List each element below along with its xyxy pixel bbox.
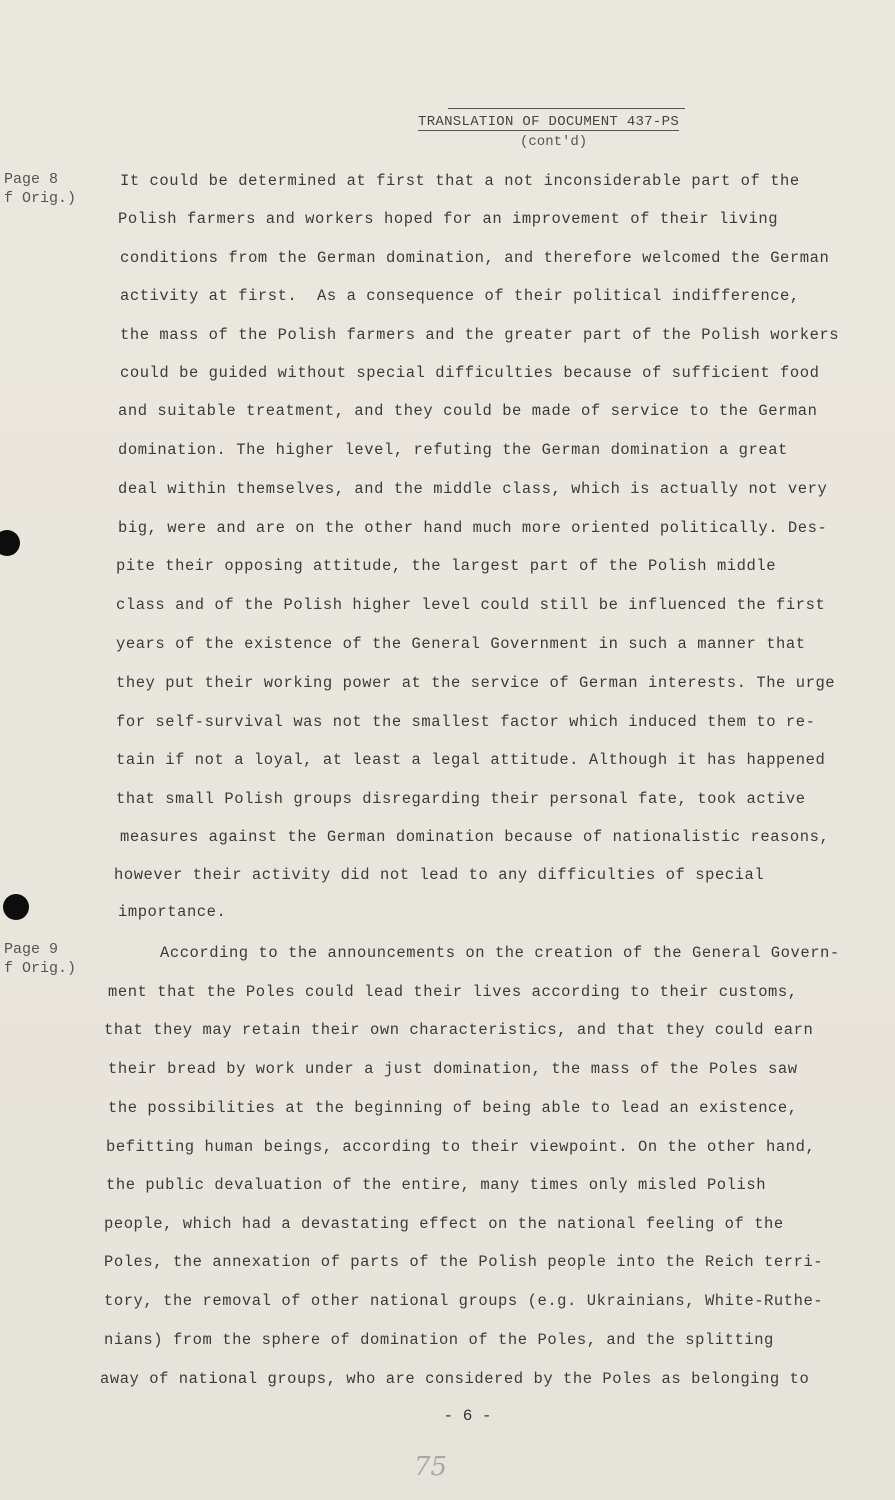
text-line: befitting human beings, according to their viewpoint. On the other hand,	[106, 1138, 816, 1156]
text-line: Polish farmers and workers hoped for an improvement of their living	[118, 210, 779, 228]
text-line: measures against the German domination because of nationalistic reasons,	[120, 828, 830, 846]
text-line: that small Polish groups disregarding their personal fate, took active	[116, 790, 806, 808]
text-line: According to the announcements on the creation of the General Govern-	[160, 944, 840, 962]
text-line: conditions from the German domination, and therefore welcomed the German	[120, 249, 830, 267]
text-line: class and of the Polish higher level could still be influenced the first	[116, 596, 826, 614]
handwritten-folio-number: 75	[414, 1452, 448, 1482]
document-title	[418, 114, 679, 130]
text-line: away of national groups, who are considered by the Poles as belonging to	[100, 1370, 810, 1388]
punch-hole-icon	[0, 530, 20, 556]
text-line: It could be determined at first that a not inconsiderable part of the	[120, 172, 800, 190]
text-line: Poles, the annexation of parts of the Polish people into the Reich terri-	[104, 1253, 824, 1271]
text-line: they put their working power at the service of German interests. The urge	[116, 674, 836, 692]
page-number: - 6 -	[443, 1407, 492, 1425]
text-line: tory, the removal of other national groups (e.g. Ukrainians, White-Ruthe-	[104, 1292, 824, 1310]
text-line: years of the existence of the General Government in such a manner that	[116, 635, 806, 653]
text-line: the mass of the Polish farmers and the greater part of the Polish workers	[120, 326, 840, 344]
text-line: their bread by work under a just domination, the mass of the Poles saw	[108, 1060, 798, 1078]
text-line: ment that the Poles could lead their lives according to their customs,	[108, 983, 798, 1001]
margin-note-page-8: Page 8 f Orig.)	[4, 171, 77, 207]
document-title-text: TRANSLATION OF DOCUMENT 437-PS	[418, 114, 680, 130]
text-line: that they may retain their own characteristics, and that they could earn	[104, 1021, 814, 1039]
text-line: however their activity did not lead to any difficulties of special	[114, 866, 765, 884]
title-rule-top	[448, 108, 685, 109]
title-underline	[418, 130, 679, 131]
text-line: domination. The higher level, refuting the German domination a great	[118, 441, 788, 459]
text-line: and suitable treatment, and they could be made of service to the German	[118, 402, 818, 420]
text-line: importance.	[118, 903, 227, 921]
text-line: the public devaluation of the entire, many times only misled Polish	[106, 1176, 767, 1194]
text-line: could be guided without special difficulties because of sufficient food	[120, 364, 820, 382]
punch-hole-icon	[3, 894, 29, 920]
text-line: tain if not a loyal, at least a legal attitude. Although it has happened	[116, 751, 826, 769]
text-line: the possibilities at the beginning of being able to lead an existence,	[108, 1099, 798, 1117]
text-line: nians) from the sphere of domination of the Poles, and the splitting	[104, 1331, 774, 1349]
text-line: pite their opposing attitude, the largest part of the Polish middle	[116, 557, 777, 575]
margin-note-page-9: Page 9 f Orig.)	[4, 941, 77, 977]
text-line: deal within themselves, and the middle class, which is actually not very	[118, 480, 828, 498]
text-line: activity at first. As a consequence of their political indifference,	[120, 287, 800, 305]
text-line: for self-survival was not the smallest factor which induced them to re-	[116, 713, 816, 731]
text-line: big, were and are on the other hand much more oriented politically. Des-	[118, 519, 828, 537]
document-subtitle: (cont'd)	[520, 134, 588, 150]
text-line: people, which had a devastating effect on the national feeling of the	[104, 1215, 784, 1233]
